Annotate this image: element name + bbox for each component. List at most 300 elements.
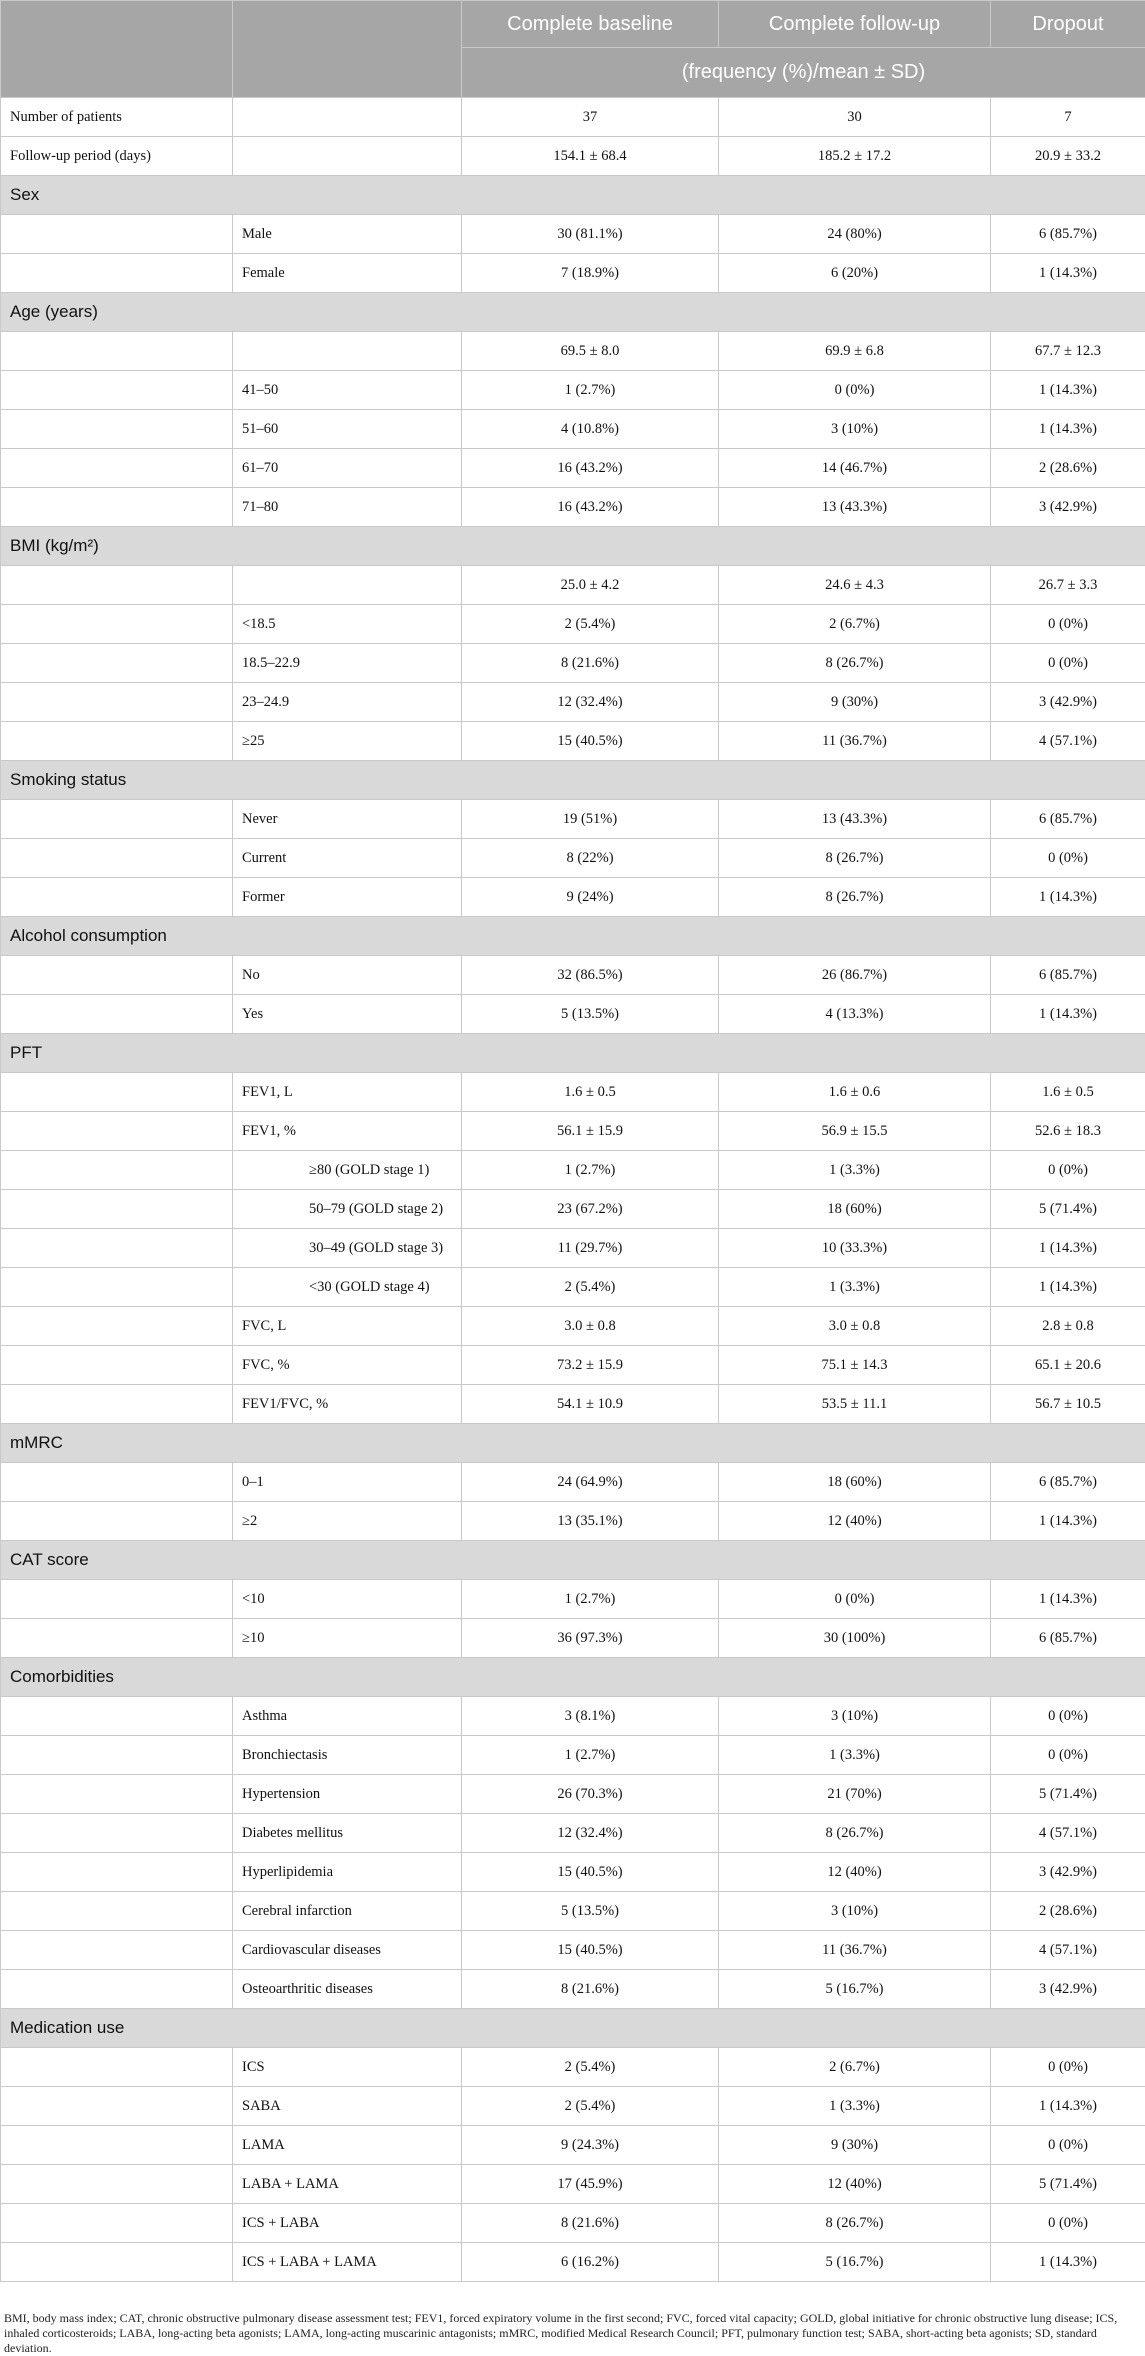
section-header-row: [1, 1658, 1145, 1697]
dropout-cell: 3 (42.9%): [991, 683, 1145, 722]
dropout-cell: 4 (57.1%): [991, 722, 1145, 761]
header-followup: Complete follow-up: [719, 1, 991, 48]
section-header-row: [1, 917, 1145, 956]
row-empty-label: [1, 1697, 233, 1736]
row-empty-label: [1, 2165, 233, 2204]
row-empty-label: [1, 1853, 233, 1892]
followup-cell: 6 (20%): [719, 254, 991, 293]
row-sublabel: [233, 98, 462, 137]
row-empty-label: [1, 1736, 233, 1775]
followup-cell: 5 (16.7%): [719, 2243, 991, 2282]
row-label: Follow-up period (days): [1, 137, 233, 176]
row-sublabel: [233, 332, 462, 371]
row-empty-label: [1, 1112, 233, 1151]
table-row: [1, 995, 1145, 1034]
followup-cell: 1 (3.3%): [719, 1151, 991, 1190]
row-sublabel: 71–80: [233, 488, 462, 527]
row-empty-label: [1, 878, 233, 917]
dropout-cell: 1 (14.3%): [991, 410, 1145, 449]
table-row: [1, 1736, 1145, 1775]
baseline-cell: 15 (40.5%): [462, 1931, 719, 1970]
row-sublabel: Bronchiectasis: [233, 1736, 462, 1775]
baseline-cell: 8 (21.6%): [462, 644, 719, 683]
baseline-cell: 11 (29.7%): [462, 1229, 719, 1268]
baseline-cell: 13 (35.1%): [462, 1502, 719, 1541]
row-empty-label: [1, 1580, 233, 1619]
baseline-cell: 15 (40.5%): [462, 722, 719, 761]
row-empty-label: [1, 371, 233, 410]
table-row: [1, 1853, 1145, 1892]
section-title: Medication use: [1, 2009, 1145, 2048]
baseline-cell: 8 (21.6%): [462, 1970, 719, 2009]
row-sublabel: ICS: [233, 2048, 462, 2087]
table-row: [1, 1307, 1145, 1346]
row-sublabel: LAMA: [233, 2126, 462, 2165]
row-empty-label: [1, 1229, 233, 1268]
table-row: [1, 410, 1145, 449]
followup-cell: 24.6 ± 4.3: [719, 566, 991, 605]
followup-cell: 1 (3.3%): [719, 1736, 991, 1775]
row-empty-label: [1, 488, 233, 527]
row-sublabel: <18.5: [233, 605, 462, 644]
baseline-cell: 23 (67.2%): [462, 1190, 719, 1229]
table-row: [1, 800, 1145, 839]
table-row: [1, 1892, 1145, 1931]
row-sublabel: Asthma: [233, 1697, 462, 1736]
row-empty-label: [1, 332, 233, 371]
followup-cell: 24 (80%): [719, 215, 991, 254]
table-header: [1, 1, 1145, 98]
dropout-cell: 1 (14.3%): [991, 1502, 1145, 1541]
baseline-cell: 17 (45.9%): [462, 2165, 719, 2204]
row-label: Number of patients: [1, 98, 233, 137]
section-header-row: [1, 176, 1145, 215]
table-row: [1, 137, 1145, 176]
row-empty-label: [1, 1385, 233, 1424]
dropout-cell: 6 (85.7%): [991, 215, 1145, 254]
row-empty-label: [1, 1190, 233, 1229]
table-row: [1, 1268, 1145, 1307]
table-row: [1, 215, 1145, 254]
row-empty-label: [1, 1619, 233, 1658]
row-sublabel: FEV1, L: [233, 1073, 462, 1112]
baseline-cell: 9 (24.3%): [462, 2126, 719, 2165]
followup-cell: 11 (36.7%): [719, 722, 991, 761]
dropout-cell: 0 (0%): [991, 1736, 1145, 1775]
dropout-cell: 1 (14.3%): [991, 2243, 1145, 2282]
dropout-cell: 0 (0%): [991, 839, 1145, 878]
row-sublabel: Female: [233, 254, 462, 293]
followup-cell: 12 (40%): [719, 1853, 991, 1892]
row-empty-label: [1, 995, 233, 1034]
baseline-cell: 2 (5.4%): [462, 2048, 719, 2087]
followup-cell: 0 (0%): [719, 1580, 991, 1619]
dropout-cell: 1 (14.3%): [991, 878, 1145, 917]
table-row: [1, 566, 1145, 605]
baseline-cell: 5 (13.5%): [462, 1892, 719, 1931]
baseline-cell: 1 (2.7%): [462, 1580, 719, 1619]
section-title: Comorbidities: [1, 1658, 1145, 1697]
baseline-cell: 2 (5.4%): [462, 1268, 719, 1307]
dropout-cell: 65.1 ± 20.6: [991, 1346, 1145, 1385]
table-row: [1, 1619, 1145, 1658]
row-sublabel: Never: [233, 800, 462, 839]
row-empty-label: [1, 2087, 233, 2126]
row-empty-label: [1, 800, 233, 839]
row-sublabel: ≥25: [233, 722, 462, 761]
baseline-cell: 69.5 ± 8.0: [462, 332, 719, 371]
row-empty-label: [1, 2048, 233, 2087]
dropout-cell: 0 (0%): [991, 1151, 1145, 1190]
section-title: Smoking status: [1, 761, 1145, 800]
followup-cell: 53.5 ± 11.1: [719, 1385, 991, 1424]
section-header-row: [1, 1034, 1145, 1073]
section-title: mMRC: [1, 1424, 1145, 1463]
table-row: [1, 1151, 1145, 1190]
baseline-cell: 3.0 ± 0.8: [462, 1307, 719, 1346]
row-empty-label: [1, 839, 233, 878]
baseline-cell: 54.1 ± 10.9: [462, 1385, 719, 1424]
row-empty-label: [1, 1346, 233, 1385]
section-title: Sex: [1, 176, 1145, 215]
row-empty-label: [1, 410, 233, 449]
baseline-cell: 1.6 ± 0.5: [462, 1073, 719, 1112]
row-sublabel: Hypertension: [233, 1775, 462, 1814]
dropout-cell: 0 (0%): [991, 1697, 1145, 1736]
baseline-cell: 16 (43.2%): [462, 449, 719, 488]
baseline-cell: 2 (5.4%): [462, 605, 719, 644]
dropout-cell: 6 (85.7%): [991, 800, 1145, 839]
dropout-cell: 5 (71.4%): [991, 2165, 1145, 2204]
row-sublabel: 50–79 (GOLD stage 2): [233, 1190, 462, 1229]
followup-cell: 8 (26.7%): [719, 839, 991, 878]
row-sublabel: Hyperlipidemia: [233, 1853, 462, 1892]
row-sublabel: ≥2: [233, 1502, 462, 1541]
followup-cell: 5 (16.7%): [719, 1970, 991, 2009]
row-sublabel: FVC, %: [233, 1346, 462, 1385]
dropout-cell: 3 (42.9%): [991, 1853, 1145, 1892]
dropout-cell: 6 (85.7%): [991, 956, 1145, 995]
row-sublabel: Current: [233, 839, 462, 878]
row-empty-label: [1, 1970, 233, 2009]
table-row: [1, 1112, 1145, 1151]
dropout-cell: 5 (71.4%): [991, 1190, 1145, 1229]
baseline-cell: 1 (2.7%): [462, 1151, 719, 1190]
baseline-cell: 16 (43.2%): [462, 488, 719, 527]
row-empty-label: [1, 2243, 233, 2282]
row-sublabel: ≥10: [233, 1619, 462, 1658]
table-row: [1, 2165, 1145, 2204]
followup-cell: 69.9 ± 6.8: [719, 332, 991, 371]
followup-cell: 4 (13.3%): [719, 995, 991, 1034]
followup-cell: 9 (30%): [719, 683, 991, 722]
table-row: [1, 1346, 1145, 1385]
dropout-cell: 1 (14.3%): [991, 371, 1145, 410]
table-body: [1, 98, 1145, 2282]
table-row: [1, 2126, 1145, 2165]
table-row: [1, 839, 1145, 878]
followup-cell: 12 (40%): [719, 1502, 991, 1541]
row-sublabel: ≥80 (GOLD stage 1): [233, 1151, 462, 1190]
followup-cell: 3.0 ± 0.8: [719, 1307, 991, 1346]
row-empty-label: [1, 1814, 233, 1853]
baseline-cell: 37: [462, 98, 719, 137]
dropout-cell: 1 (14.3%): [991, 1268, 1145, 1307]
row-sublabel: FVC, L: [233, 1307, 462, 1346]
dropout-cell: 6 (85.7%): [991, 1463, 1145, 1502]
row-empty-label: [1, 1502, 233, 1541]
followup-cell: 21 (70%): [719, 1775, 991, 1814]
baseline-cell: 4 (10.8%): [462, 410, 719, 449]
row-empty-label: [1, 1307, 233, 1346]
dropout-cell: 52.6 ± 18.3: [991, 1112, 1145, 1151]
section-title: BMI (kg/m²): [1, 527, 1145, 566]
row-sublabel: 61–70: [233, 449, 462, 488]
dropout-cell: 2.8 ± 0.8: [991, 1307, 1145, 1346]
baseline-cell: 3 (8.1%): [462, 1697, 719, 1736]
row-sublabel: 51–60: [233, 410, 462, 449]
section-header-row: [1, 761, 1145, 800]
baseline-cell: 2 (5.4%): [462, 2087, 719, 2126]
baseline-cell: 15 (40.5%): [462, 1853, 719, 1892]
table-row: [1, 683, 1145, 722]
table-row: [1, 956, 1145, 995]
followup-cell: 18 (60%): [719, 1190, 991, 1229]
section-title: Age (years): [1, 293, 1145, 332]
section-title: CAT score: [1, 1541, 1145, 1580]
row-sublabel: ICS + LABA: [233, 2204, 462, 2243]
row-sublabel: 41–50: [233, 371, 462, 410]
row-empty-label: [1, 683, 233, 722]
followup-cell: 13 (43.3%): [719, 800, 991, 839]
section-header-row: [1, 1541, 1145, 1580]
table-row: [1, 1502, 1145, 1541]
dropout-cell: 2 (28.6%): [991, 1892, 1145, 1931]
table-row: [1, 1580, 1145, 1619]
baseline-cell: 1 (2.7%): [462, 1736, 719, 1775]
baseline-cell: 24 (64.9%): [462, 1463, 719, 1502]
row-sublabel: 0–1: [233, 1463, 462, 1502]
row-empty-label: [1, 605, 233, 644]
row-empty-label: [1, 1151, 233, 1190]
baseline-cell: 19 (51%): [462, 800, 719, 839]
baseline-cell: 7 (18.9%): [462, 254, 719, 293]
baseline-cell: 73.2 ± 15.9: [462, 1346, 719, 1385]
row-empty-label: [1, 1463, 233, 1502]
baseline-cell: 56.1 ± 15.9: [462, 1112, 719, 1151]
followup-cell: 75.1 ± 14.3: [719, 1346, 991, 1385]
followup-cell: 12 (40%): [719, 2165, 991, 2204]
dropout-cell: 20.9 ± 33.2: [991, 137, 1145, 176]
followup-cell: 10 (33.3%): [719, 1229, 991, 1268]
row-empty-label: [1, 1892, 233, 1931]
followup-cell: 8 (26.7%): [719, 644, 991, 683]
row-empty-label: [1, 644, 233, 683]
followup-cell: 3 (10%): [719, 410, 991, 449]
dropout-cell: 0 (0%): [991, 644, 1145, 683]
table-row: [1, 1970, 1145, 2009]
row-empty-label: [1, 2126, 233, 2165]
dropout-cell: 5 (71.4%): [991, 1775, 1145, 1814]
dropout-cell: 1 (14.3%): [991, 1580, 1145, 1619]
dropout-cell: 1 (14.3%): [991, 995, 1145, 1034]
dropout-cell: 3 (42.9%): [991, 488, 1145, 527]
table-row: [1, 1229, 1145, 1268]
followup-cell: 9 (30%): [719, 2126, 991, 2165]
followup-cell: 3 (10%): [719, 1892, 991, 1931]
row-empty-label: [1, 1268, 233, 1307]
header-empty-1: [1, 1, 233, 98]
table-row: [1, 1190, 1145, 1229]
table-row: [1, 878, 1145, 917]
dropout-cell: 4 (57.1%): [991, 1931, 1145, 1970]
followup-cell: 18 (60%): [719, 1463, 991, 1502]
baseline-cell: 6 (16.2%): [462, 2243, 719, 2282]
table-row: [1, 605, 1145, 644]
dropout-cell: 1 (14.3%): [991, 2087, 1145, 2126]
baseline-cell: 26 (70.3%): [462, 1775, 719, 1814]
dropout-cell: 1 (14.3%): [991, 254, 1145, 293]
table-row: [1, 98, 1145, 137]
followup-cell: 26 (86.7%): [719, 956, 991, 995]
followup-cell: 3 (10%): [719, 1697, 991, 1736]
followup-cell: 1 (3.3%): [719, 1268, 991, 1307]
row-empty-label: [1, 1775, 233, 1814]
row-sublabel: Cardiovascular diseases: [233, 1931, 462, 1970]
row-empty-label: [1, 449, 233, 488]
table-row: [1, 1463, 1145, 1502]
baseline-cell: 12 (32.4%): [462, 1814, 719, 1853]
baseline-cell: 8 (21.6%): [462, 2204, 719, 2243]
followup-cell: 1.6 ± 0.6: [719, 1073, 991, 1112]
row-sublabel: Cerebral infarction: [233, 1892, 462, 1931]
header-subheader: (frequency (%)/mean ± SD): [462, 48, 1145, 98]
row-sublabel: ICS + LABA + LAMA: [233, 2243, 462, 2282]
row-sublabel: LABA + LAMA: [233, 2165, 462, 2204]
dropout-cell: 3 (42.9%): [991, 1970, 1145, 2009]
table-row: [1, 449, 1145, 488]
table-row: [1, 2048, 1145, 2087]
dropout-cell: 0 (0%): [991, 2204, 1145, 2243]
section-header-row: [1, 293, 1145, 332]
row-sublabel: <30 (GOLD stage 4): [233, 1268, 462, 1307]
row-sublabel: 18.5–22.9: [233, 644, 462, 683]
baseline-cell: 154.1 ± 68.4: [462, 137, 719, 176]
baseline-cell: 36 (97.3%): [462, 1619, 719, 1658]
dropout-cell: 4 (57.1%): [991, 1814, 1145, 1853]
row-empty-label: [1, 1931, 233, 1970]
dropout-cell: 6 (85.7%): [991, 1619, 1145, 1658]
table-row: [1, 1814, 1145, 1853]
row-sublabel: No: [233, 956, 462, 995]
followup-cell: 14 (46.7%): [719, 449, 991, 488]
row-empty-label: [1, 254, 233, 293]
dropout-cell: 2 (28.6%): [991, 449, 1145, 488]
table-row: [1, 332, 1145, 371]
table-row: [1, 1073, 1145, 1112]
followup-cell: 8 (26.7%): [719, 1814, 991, 1853]
row-sublabel: FEV1, %: [233, 1112, 462, 1151]
dropout-cell: 1.6 ± 0.5: [991, 1073, 1145, 1112]
row-sublabel: Osteoarthritic diseases: [233, 1970, 462, 2009]
row-sublabel: Diabetes mellitus: [233, 1814, 462, 1853]
followup-cell: 11 (36.7%): [719, 1931, 991, 1970]
baseline-cell: 25.0 ± 4.2: [462, 566, 719, 605]
row-sublabel: [233, 566, 462, 605]
row-sublabel: Former: [233, 878, 462, 917]
dropout-cell: 26.7 ± 3.3: [991, 566, 1145, 605]
table-row: [1, 1931, 1145, 1970]
followup-cell: 185.2 ± 17.2: [719, 137, 991, 176]
section-header-row: [1, 527, 1145, 566]
header-dropout: Dropout: [991, 1, 1145, 48]
section-title: PFT: [1, 1034, 1145, 1073]
followup-cell: 0 (0%): [719, 371, 991, 410]
baseline-cell: 1 (2.7%): [462, 371, 719, 410]
followup-cell: 1 (3.3%): [719, 2087, 991, 2126]
dropout-cell: 1 (14.3%): [991, 1229, 1145, 1268]
table-row: [1, 1385, 1145, 1424]
table-row: [1, 2243, 1145, 2282]
section-header-row: [1, 2009, 1145, 2048]
baseline-cell: 32 (86.5%): [462, 956, 719, 995]
section-title: Alcohol consumption: [1, 917, 1145, 956]
row-sublabel: Male: [233, 215, 462, 254]
table-footnote: BMI, body mass index; CAT, chronic obstructive pulmonary disease assessment test; FEV1, forced expiratory volume in the first second; FVC, forced vital capacity; GOLD, global initiative for chronic obstructive lung disease; ICS, inhaled corticosteroids; LABA, long-acting beta agonists; LAMA, long-acting muscarinic antagonists; mMRC, modified Medical Research Council; PFT, pulmonary function test; SABA, short-acting beta agonists; SD, standard deviation.: [0, 2311, 1139, 2356]
dropout-cell: 56.7 ± 10.5: [991, 1385, 1145, 1424]
baseline-cell: 5 (13.5%): [462, 995, 719, 1034]
dropout-cell: 0 (0%): [991, 2048, 1145, 2087]
table-row: [1, 1775, 1145, 1814]
row-sublabel: <10: [233, 1580, 462, 1619]
followup-cell: 2 (6.7%): [719, 2048, 991, 2087]
dropout-cell: 67.7 ± 12.3: [991, 332, 1145, 371]
row-sublabel: [233, 137, 462, 176]
dropout-cell: 7: [991, 98, 1145, 137]
row-sublabel: 23–24.9: [233, 683, 462, 722]
row-empty-label: [1, 722, 233, 761]
row-sublabel: FEV1/FVC, %: [233, 1385, 462, 1424]
baseline-cell: 12 (32.4%): [462, 683, 719, 722]
followup-cell: 2 (6.7%): [719, 605, 991, 644]
dropout-cell: 0 (0%): [991, 605, 1145, 644]
row-empty-label: [1, 1073, 233, 1112]
row-empty-label: [1, 215, 233, 254]
followup-cell: 8 (26.7%): [719, 2204, 991, 2243]
followup-cell: 30 (100%): [719, 1619, 991, 1658]
table-row: [1, 488, 1145, 527]
header-baseline: Complete baseline: [462, 1, 719, 48]
row-sublabel: Yes: [233, 995, 462, 1034]
row-sublabel: SABA: [233, 2087, 462, 2126]
table-row: [1, 2204, 1145, 2243]
table-row: [1, 644, 1145, 683]
row-empty-label: [1, 2204, 233, 2243]
followup-cell: 8 (26.7%): [719, 878, 991, 917]
row-empty-label: [1, 566, 233, 605]
section-header-row: [1, 1424, 1145, 1463]
followup-cell: 56.9 ± 15.5: [719, 1112, 991, 1151]
row-sublabel: 30–49 (GOLD stage 3): [233, 1229, 462, 1268]
baseline-cell: 8 (22%): [462, 839, 719, 878]
table-row: [1, 254, 1145, 293]
table-row: [1, 2087, 1145, 2126]
header-empty-2: [233, 1, 462, 98]
dropout-cell: 0 (0%): [991, 2126, 1145, 2165]
row-empty-label: [1, 956, 233, 995]
baseline-cell: 30 (81.1%): [462, 215, 719, 254]
table-row: [1, 1697, 1145, 1736]
